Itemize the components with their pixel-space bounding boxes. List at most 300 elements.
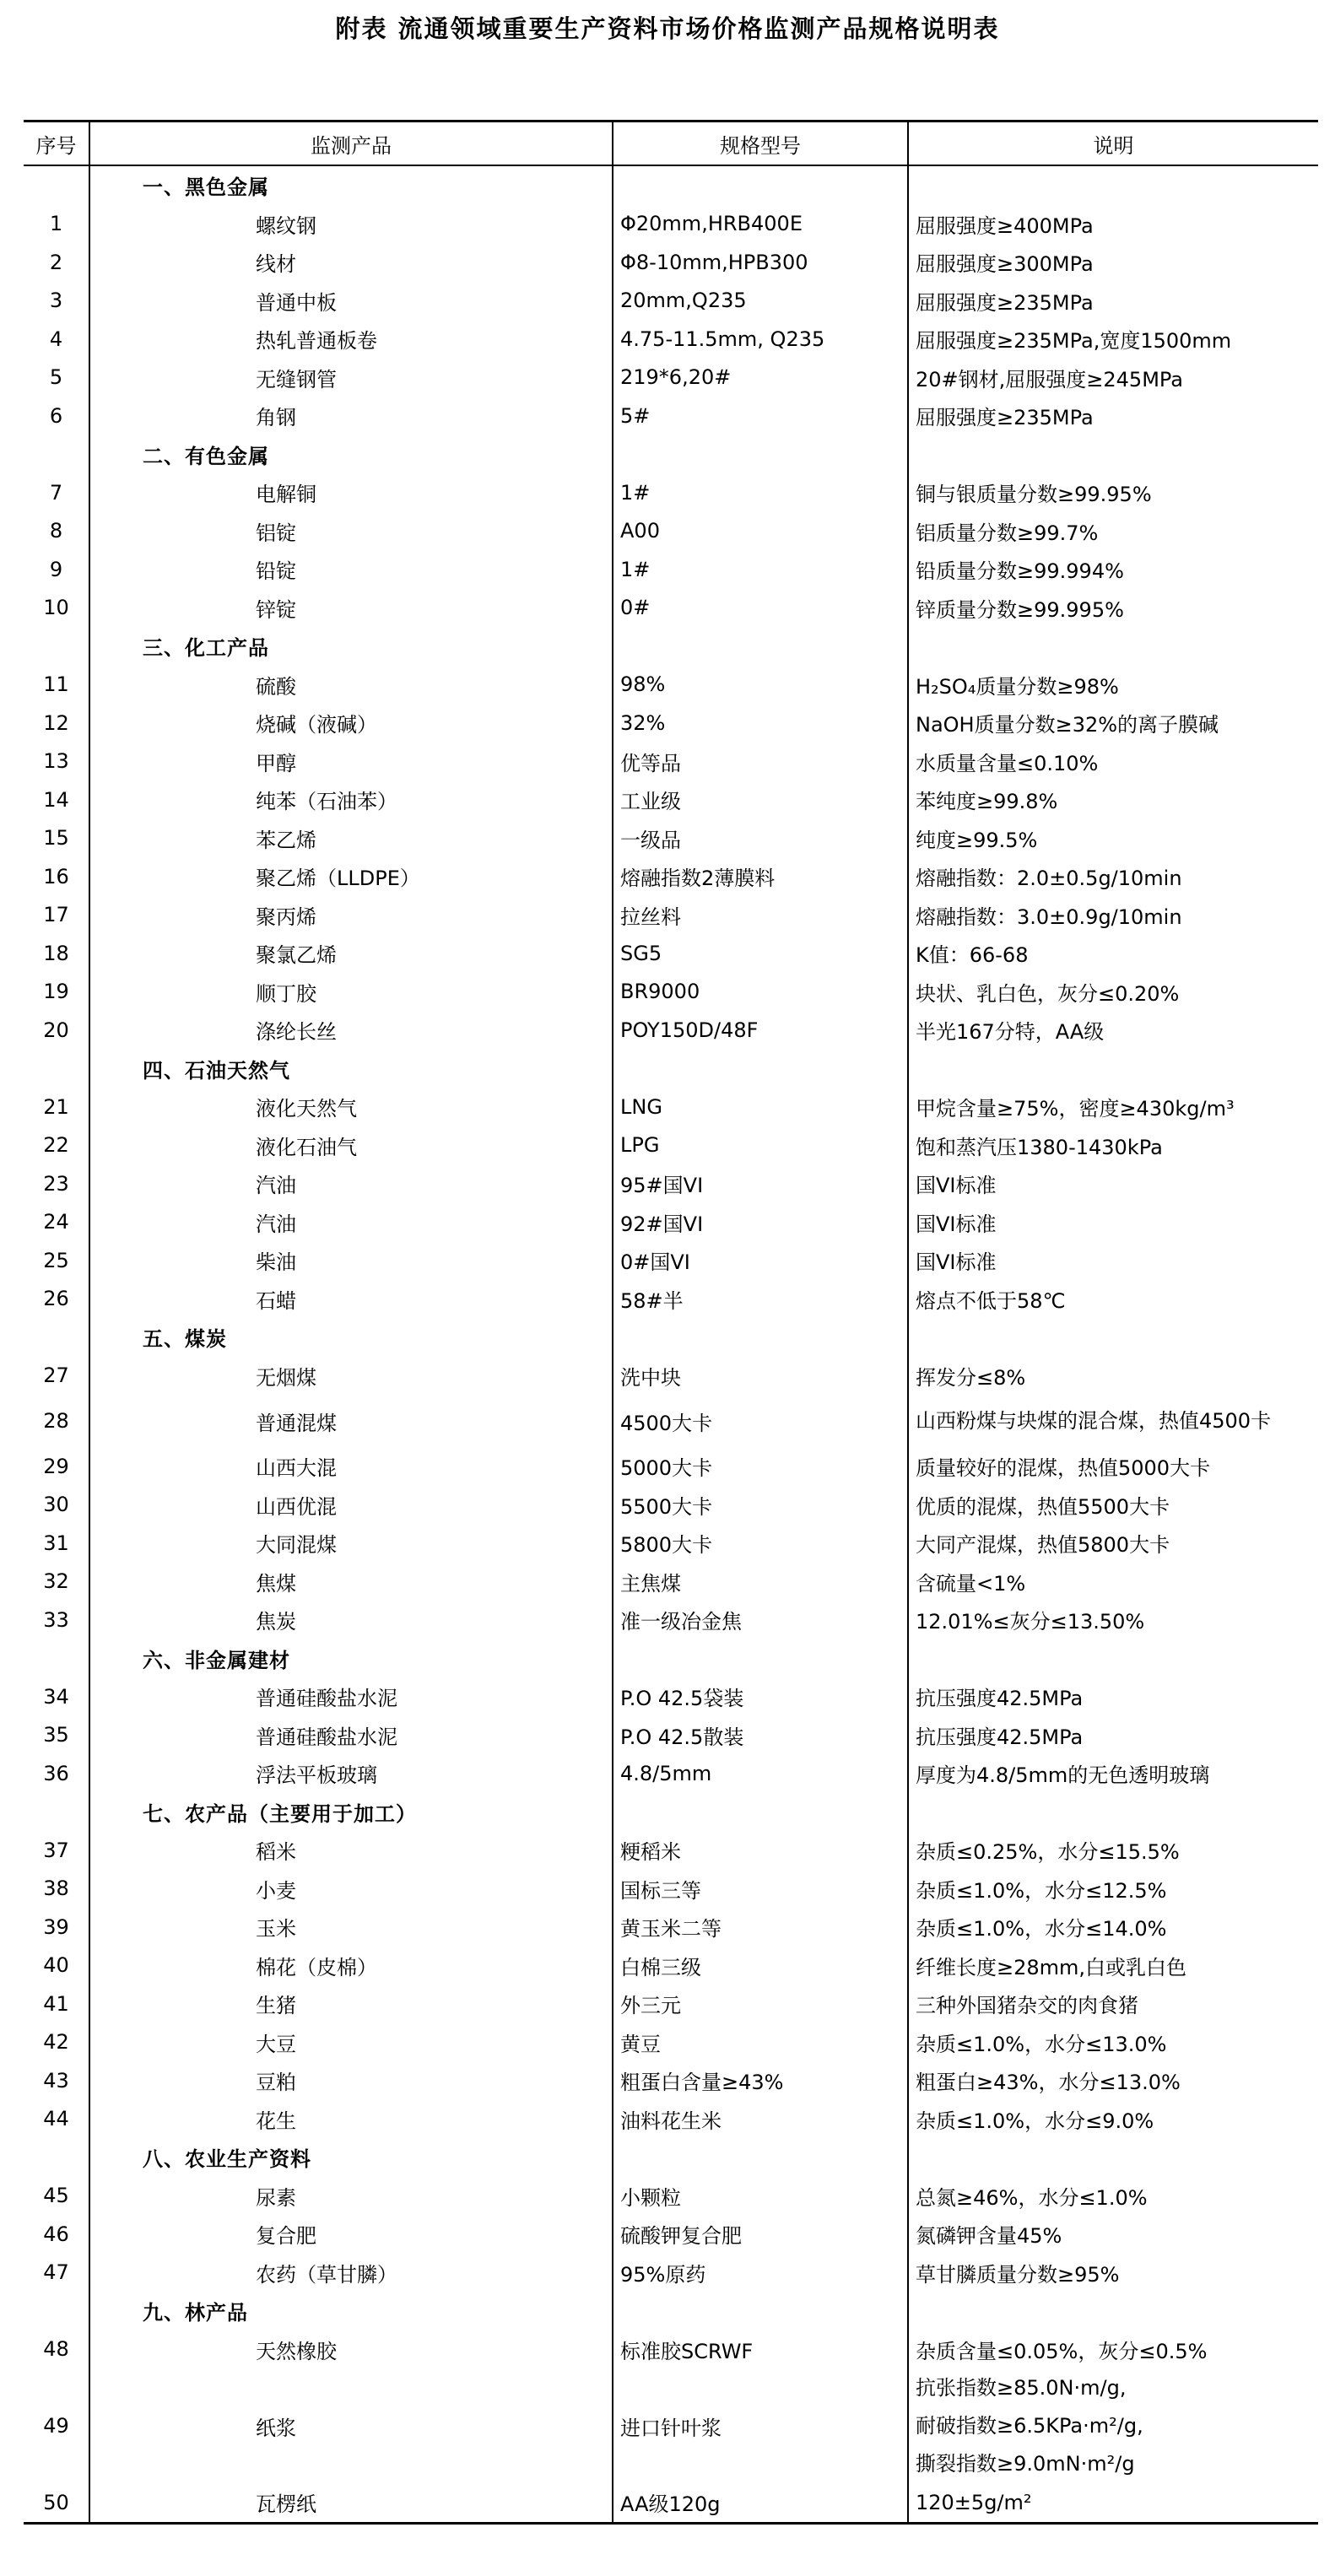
product-name: 大豆	[89, 2023, 613, 2062]
row-number: 4	[49, 327, 63, 351]
category-row	[24, 165, 1318, 205]
description: 铝质量分数≥99.7%	[908, 512, 1318, 551]
description: 总氮≥46%，水分≤1.0%	[908, 2177, 1318, 2216]
table-row	[24, 1011, 1318, 1050]
description: 氮磷钾含量45%	[908, 2215, 1318, 2254]
description-line: 耐破指数≥6.5KPa·m²/g,	[916, 2413, 1143, 2438]
product-name: 石蜡	[89, 1280, 613, 1319]
row-number: 22	[43, 1133, 69, 1158]
description: 块状、乳白色，灰分≤0.20%	[908, 973, 1318, 1012]
product-name: 铝锭	[89, 512, 613, 551]
category-no-cell	[24, 435, 89, 474]
row-number: 9	[49, 557, 63, 581]
table-row	[24, 1716, 1318, 1755]
row-number: 29	[43, 1454, 69, 1478]
spec-model: 外三元	[613, 1985, 908, 2023]
spec-model: 硫酸钾复合肥	[613, 2215, 908, 2254]
spec-model: 0#	[613, 589, 908, 628]
spec-model: 5500大卡	[613, 1486, 908, 1525]
spec-model: 98%	[613, 666, 908, 705]
product-name: 普通混煤	[89, 1395, 613, 1447]
row-number: 11	[43, 672, 69, 697]
spec-model: Φ20mm,HRB400E	[613, 205, 908, 244]
product-name: 尿素	[89, 2177, 613, 2216]
description: 屈服强度≥400MPa	[908, 205, 1318, 244]
spec-model: 进口针叶浆	[613, 2368, 908, 2483]
description-line: 抗张指数≥85.0N·m/g,	[916, 2375, 1127, 2400]
table-row	[24, 1486, 1318, 1525]
spec-model: 4.75-11.5mm, Q235	[613, 320, 908, 359]
description-line: 撕裂指数≥9.0mN·m²/g	[916, 2451, 1135, 2476]
description: 苯纯度≥99.8%	[908, 780, 1318, 819]
row-number: 2	[49, 250, 63, 274]
category-no-cell	[24, 1050, 89, 1088]
category-label: 八、农业生产资料	[89, 2138, 613, 2177]
table-row	[24, 2061, 1318, 2100]
product-name: 柴油	[89, 1241, 613, 1280]
category-label: 五、煤炭	[89, 1318, 613, 1357]
description: 质量较好的混煤，热值5000大卡	[908, 1447, 1318, 1486]
spec-model: AA级120g	[613, 2483, 908, 2523]
row-number: 28	[43, 1409, 69, 1433]
product-name: 顺丁胶	[89, 973, 613, 1012]
row-number: 41	[43, 1991, 69, 2016]
spec-model: 小颗粒	[613, 2177, 908, 2216]
product-name: 烧碱（液碱）	[89, 704, 613, 743]
spec-model: 95#国VI	[613, 1164, 908, 1203]
product-name: 焦炭	[89, 1601, 613, 1639]
row-number: 33	[43, 1607, 69, 1632]
spec-model: LNG	[613, 1088, 908, 1126]
row-number: 18	[43, 941, 69, 965]
table-row	[24, 1447, 1318, 1486]
spec-model: 20mm,Q235	[613, 282, 908, 321]
spec-model: 219*6,20#	[613, 359, 908, 397]
spec-model: BR9000	[613, 973, 908, 1012]
spec-model: 58#半	[613, 1280, 908, 1319]
description: 杂质≤1.0%，水分≤14.0%	[908, 1908, 1318, 1947]
category-row	[24, 2292, 1318, 2330]
spec-model: 1#	[613, 473, 908, 512]
description: 屈服强度≥235MPa,宽度1500mm	[908, 320, 1318, 359]
description: 挥发分≤8%	[908, 1357, 1318, 1396]
spec-model: 优等品	[613, 743, 908, 781]
header-row	[24, 122, 1318, 166]
category-row	[24, 1318, 1318, 1357]
table-row	[24, 1563, 1318, 1601]
description: 120±5g/m²	[908, 2483, 1318, 2523]
product-name: 液化天然气	[89, 1088, 613, 1126]
table-row	[24, 1831, 1318, 1870]
description: 饱和蒸汽压1380-1430kPa	[908, 1126, 1318, 1165]
table-row	[24, 973, 1318, 1012]
category-desc-cell	[908, 1793, 1318, 1832]
product-name: 稻米	[89, 1831, 613, 1870]
spec-model: 一级品	[613, 819, 908, 858]
row-number: 26	[43, 1287, 69, 1311]
spec-model: POY150D/48F	[613, 1011, 908, 1050]
table-row	[24, 780, 1318, 819]
description: 粗蛋白≥43%，水分≤13.0%	[908, 2061, 1318, 2100]
category-desc-cell	[908, 1639, 1318, 1678]
row-number: 35	[43, 1723, 69, 1747]
table-row	[24, 2215, 1318, 2254]
description: 纤维长度≥28mm,白或乳白色	[908, 1947, 1318, 1985]
spec-model: 标准胶SCRWF	[613, 2330, 908, 2369]
spec-model: 白棉三级	[613, 1947, 908, 1985]
table-row	[24, 2254, 1318, 2292]
spec-model: 主焦煤	[613, 1563, 908, 1601]
spec-model: 4.8/5mm	[613, 1754, 908, 1793]
category-label: 四、石油天然气	[89, 1050, 613, 1088]
row-number: 19	[43, 980, 69, 1004]
row-number: 45	[43, 2184, 69, 2208]
category-spec-cell	[613, 1050, 908, 1088]
spec-model: 0#国VI	[613, 1241, 908, 1280]
spec-model: 工业级	[613, 780, 908, 819]
row-number: 38	[43, 1877, 69, 1901]
table-row	[24, 1280, 1318, 1319]
row-number: 46	[43, 2222, 69, 2246]
category-row	[24, 1050, 1318, 1088]
header-desc: 说明	[908, 122, 1318, 166]
row-number: 20	[43, 1018, 69, 1042]
spec-model: 粳稻米	[613, 1831, 908, 1870]
description: 屈服强度≥235MPa	[908, 282, 1318, 321]
spec-model: 黄豆	[613, 2023, 908, 2062]
category-spec-cell	[613, 2138, 908, 2177]
category-label: 一、黑色金属	[89, 165, 613, 205]
spec-model: 黄玉米二等	[613, 1908, 908, 1947]
spec-model: 1#	[613, 550, 908, 589]
row-number: 32	[43, 1569, 69, 1594]
description: 优质的混煤，热值5500大卡	[908, 1486, 1318, 1525]
spec-model: 92#国VI	[613, 1203, 908, 1242]
table-row	[24, 359, 1318, 397]
category-spec-cell	[613, 1318, 908, 1357]
row-number: 6	[49, 403, 63, 428]
spec-model: 5800大卡	[613, 1524, 908, 1563]
spec-model: 32%	[613, 704, 908, 743]
row-number: 37	[43, 1838, 69, 1862]
product-name: 聚乙烯（LLDPE）	[89, 857, 613, 896]
table-row	[24, 1164, 1318, 1203]
product-name: 铅锭	[89, 550, 613, 589]
product-name: 普通中板	[89, 282, 613, 321]
product-name: 天然橡胶	[89, 2330, 613, 2369]
product-name: 螺纹钢	[89, 205, 613, 244]
category-row	[24, 1639, 1318, 1678]
row-number: 43	[43, 2068, 69, 2093]
spec-model: 国标三等	[613, 1870, 908, 1909]
product-name: 汽油	[89, 1203, 613, 1242]
header-no: 序号	[24, 122, 89, 166]
spec-model: 5#	[613, 397, 908, 435]
table-row	[24, 1754, 1318, 1793]
description: NaOH质量分数≥32%的离子膜碱	[908, 704, 1318, 743]
row-number: 48	[43, 2337, 69, 2362]
row-number: 10	[43, 596, 69, 620]
description: 熔融指数：2.0±0.5g/10min	[908, 857, 1318, 896]
category-no-cell	[24, 2292, 89, 2330]
spec-model: P.O 42.5袋装	[613, 1677, 908, 1716]
row-number: 27	[43, 1364, 69, 1388]
description: 杂质≤1.0%，水分≤9.0%	[908, 2100, 1318, 2139]
table-row	[24, 857, 1318, 896]
table-row	[24, 2330, 1318, 2369]
spec-model: 95%原药	[613, 2254, 908, 2292]
table-row	[24, 2023, 1318, 2062]
product-name: 花生	[89, 2100, 613, 2139]
category-desc-cell	[908, 2292, 1318, 2330]
category-no-cell	[24, 627, 89, 666]
category-label: 九、林产品	[89, 2292, 613, 2330]
category-no-cell	[24, 1318, 89, 1357]
description: 国VI标准	[908, 1241, 1318, 1280]
description: 12.01%≤灰分≤13.50%	[908, 1601, 1318, 1639]
row-number: 40	[43, 1953, 69, 1978]
table-row	[24, 1241, 1318, 1280]
category-row	[24, 627, 1318, 666]
row-number: 15	[43, 826, 69, 851]
header-spec: 规格型号	[613, 122, 908, 166]
product-name: 纸浆	[89, 2368, 613, 2483]
category-spec-cell	[613, 2292, 908, 2330]
category-label: 六、非金属建材	[89, 1639, 613, 1678]
spec-model: 拉丝料	[613, 896, 908, 935]
category-no-cell	[24, 1639, 89, 1678]
table-row	[24, 1395, 1318, 1447]
row-number: 30	[43, 1493, 69, 1517]
table-row	[24, 2177, 1318, 2216]
product-name: 复合肥	[89, 2215, 613, 2254]
category-label: 七、农产品（主要用于加工）	[89, 1793, 613, 1832]
table-row	[24, 1126, 1318, 1165]
description: 熔点不低于58℃	[908, 1280, 1318, 1319]
table-row	[24, 1524, 1318, 1563]
category-desc-cell	[908, 165, 1318, 205]
table-row	[24, 2483, 1318, 2523]
description: 水质量含量≤0.10%	[908, 743, 1318, 781]
product-name: 普通硅酸盐水泥	[89, 1716, 613, 1755]
category-row	[24, 1793, 1318, 1832]
description: 国VI标准	[908, 1164, 1318, 1203]
table-row	[24, 1870, 1318, 1909]
description: 甲烷含量≥75%，密度≥430kg/m³	[908, 1088, 1318, 1126]
spec-table	[24, 120, 1318, 2525]
table-row	[24, 2100, 1318, 2139]
category-spec-cell	[613, 435, 908, 474]
description: 20#钢材,屈服强度≥245MPa	[908, 359, 1318, 397]
row-number: 7	[49, 480, 63, 505]
table-row	[24, 397, 1318, 435]
product-name: 浮法平板玻璃	[89, 1754, 613, 1793]
table-row	[24, 282, 1318, 321]
header-product: 监测产品	[89, 122, 613, 166]
row-number: 16	[43, 864, 69, 888]
description: K值：66-68	[908, 934, 1318, 973]
table-row	[24, 1203, 1318, 1242]
description: 铅质量分数≥99.994%	[908, 550, 1318, 589]
product-name: 角钢	[89, 397, 613, 435]
product-name: 热轧普通板卷	[89, 320, 613, 359]
description: 国VI标准	[908, 1203, 1318, 1242]
description: 杂质含量≤0.05%，灰分≤0.5%	[908, 2330, 1318, 2369]
product-name: 硫酸	[89, 666, 613, 705]
row-number: 14	[43, 787, 69, 812]
category-spec-cell	[613, 627, 908, 666]
product-name: 甲醇	[89, 743, 613, 781]
product-name: 山西大混	[89, 1447, 613, 1486]
product-name: 液化石油气	[89, 1126, 613, 1165]
product-name: 无缝钢管	[89, 359, 613, 397]
description: 抗压强度42.5MPa	[908, 1716, 1318, 1755]
spec-model: 5000大卡	[613, 1447, 908, 1486]
spec-model: 粗蛋白含量≥43%	[613, 2061, 908, 2100]
product-name: 焦煤	[89, 1563, 613, 1601]
category-row	[24, 435, 1318, 474]
table-row	[24, 205, 1318, 244]
product-name: 瓦楞纸	[89, 2483, 613, 2523]
category-desc-cell	[908, 627, 1318, 666]
product-name: 棉花（皮棉）	[89, 1947, 613, 1985]
product-name: 生猪	[89, 1985, 613, 2023]
table-body	[24, 165, 1318, 2523]
product-name: 锌锭	[89, 589, 613, 628]
row-number: 5	[49, 365, 63, 390]
spec-model: P.O 42.5散装	[613, 1716, 908, 1755]
table-row	[24, 320, 1318, 359]
description: 纯度≥99.5%	[908, 819, 1318, 858]
table-row	[24, 512, 1318, 551]
table-row	[24, 473, 1318, 512]
product-name: 普通硅酸盐水泥	[89, 1677, 613, 1716]
row-number: 21	[43, 1094, 69, 1119]
product-name: 纯苯（石油苯）	[89, 780, 613, 819]
row-number: 49	[43, 2414, 69, 2438]
category-desc-cell	[908, 1050, 1318, 1088]
row-number: 31	[43, 1531, 69, 1555]
description: 草甘膦质量分数≥95%	[908, 2254, 1318, 2292]
table-row	[24, 1947, 1318, 1985]
table-row	[24, 1357, 1318, 1396]
spec-model: Φ8-10mm,HPB300	[613, 243, 908, 282]
row-number: 50	[24, 2483, 89, 2523]
description: 熔融指数：3.0±0.9g/10min	[908, 896, 1318, 935]
category-no-cell	[24, 1793, 89, 1832]
product-name: 玉米	[89, 1908, 613, 1947]
category-label: 二、有色金属	[89, 435, 613, 474]
table-row	[24, 243, 1318, 282]
row-number: 13	[43, 749, 69, 774]
spec-model: SG5	[613, 934, 908, 973]
description: 含硫量<1%	[908, 1563, 1318, 1601]
description: 锌质量分数≥99.995%	[908, 589, 1318, 628]
spec-model: LPG	[613, 1126, 908, 1165]
spec-model: 准一级冶金焦	[613, 1601, 908, 1639]
category-no-cell	[24, 165, 89, 205]
row-number: 34	[43, 1684, 69, 1709]
product-name: 汽油	[89, 1164, 613, 1203]
table-row	[24, 896, 1318, 935]
table-row	[24, 1908, 1318, 1947]
table-row	[24, 666, 1318, 705]
row-number: 39	[43, 1914, 69, 1939]
table-row	[24, 704, 1318, 743]
table-row	[24, 550, 1318, 589]
table-row	[24, 819, 1318, 858]
category-spec-cell	[613, 1639, 908, 1678]
category-desc-cell	[908, 2138, 1318, 2177]
category-spec-cell	[613, 1793, 908, 1832]
row-number: 36	[43, 1761, 69, 1785]
product-name: 电解铜	[89, 473, 613, 512]
table-row	[24, 934, 1318, 973]
product-name: 大同混煤	[89, 1524, 613, 1563]
description: 半光167分特，AA级	[908, 1011, 1318, 1050]
table-row	[24, 1677, 1318, 1716]
category-row	[24, 2138, 1318, 2177]
row-number: 42	[43, 2030, 69, 2055]
table-row	[24, 1601, 1318, 1639]
row-number: 8	[49, 519, 63, 543]
row-number: 44	[43, 2107, 69, 2131]
row-number: 47	[43, 2260, 69, 2285]
row-number: 25	[43, 1248, 69, 1272]
description: 杂质≤1.0%，水分≤12.5%	[908, 1870, 1318, 1909]
category-desc-cell	[908, 435, 1318, 474]
row-number: 17	[43, 903, 69, 927]
spec-model: 洗中块	[613, 1357, 908, 1396]
category-label: 三、化工产品	[89, 627, 613, 666]
table-row	[24, 743, 1318, 781]
description: 屈服强度≥300MPa	[908, 243, 1318, 282]
product-name: 小麦	[89, 1870, 613, 1909]
table-row	[24, 1088, 1318, 1126]
row-number: 23	[43, 1171, 69, 1196]
product-name: 无烟煤	[89, 1357, 613, 1396]
table-row	[24, 589, 1318, 628]
category-no-cell	[24, 2138, 89, 2177]
spec-model: 4500大卡	[613, 1395, 908, 1447]
description: 铜与银质量分数≥99.95%	[908, 473, 1318, 512]
description: 抗压强度42.5MPa	[908, 1677, 1318, 1716]
description: 屈服强度≥235MPa	[908, 397, 1318, 435]
page-title: 附表 流通领域重要生产资料市场价格监测产品规格说明表	[335, 14, 1000, 43]
product-name: 聚丙烯	[89, 896, 613, 935]
table-row	[24, 1985, 1318, 2023]
row-number: 3	[49, 289, 63, 313]
product-name: 线材	[89, 243, 613, 282]
product-name: 聚氯乙烯	[89, 934, 613, 973]
row-number: 1	[49, 212, 63, 236]
description: 杂质≤1.0%，水分≤13.0%	[908, 2023, 1318, 2062]
spec-model: 熔融指数2薄膜料	[613, 857, 908, 896]
description: 大同产混煤，热值5800大卡	[908, 1524, 1318, 1563]
description: 三种外国猪杂交的肉食猪	[908, 1985, 1318, 2023]
product-name: 涤纶长丝	[89, 1011, 613, 1050]
description: H₂SO₄质量分数≥98%	[908, 666, 1318, 705]
spec-model: A00	[613, 512, 908, 551]
row-number: 12	[43, 710, 69, 735]
product-name: 苯乙烯	[89, 819, 613, 858]
product-name: 农药（草甘膦）	[89, 2254, 613, 2292]
description: 山西粉煤与块煤的混合煤，热值4500卡	[908, 1395, 1318, 1447]
table-row	[24, 2368, 1318, 2483]
product-name: 山西优混	[89, 1486, 613, 1525]
spec-model: 油料花生米	[613, 2100, 908, 2139]
description: 杂质≤0.25%，水分≤15.5%	[908, 1831, 1318, 1870]
